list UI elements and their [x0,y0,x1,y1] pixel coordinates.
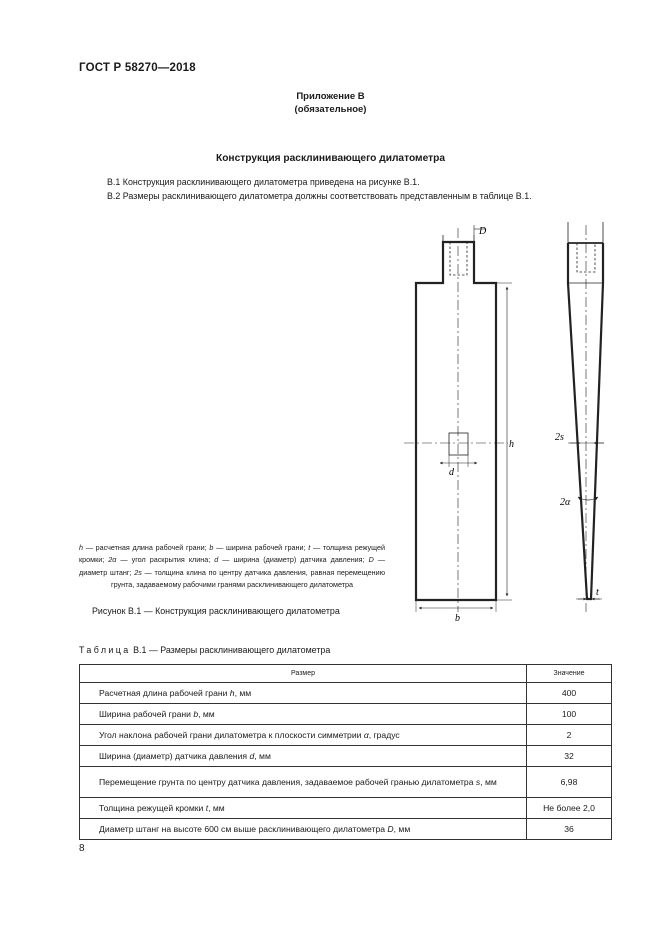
front-view [404,225,512,612]
row-value: 36 [527,819,612,840]
page-number: 8 [79,843,85,854]
table-row [80,746,612,767]
table-row [80,798,612,819]
appendix-title: Приложение В [296,91,365,102]
paragraph-b2: В.2 Размеры расклинивающего дилатометра должны соответствовать представленным в таблице В.1. [107,191,532,201]
section-title: Конструкция расклинивающего дилатометра [215,153,445,164]
table-row [80,704,612,725]
paragraph-b1: В.1 Конструкция расклинивающего дилатометра приведена на рисунке В.1. [107,177,420,187]
side-view [568,222,604,612]
front-outline [416,242,496,600]
table-row [80,683,612,704]
header-value: Значение [527,665,612,683]
table-caption: Таблица В.1 — Размеры расклинивающего дилатометра [79,645,331,655]
dimensions-table [79,664,612,840]
row-value: 2 [527,725,612,746]
label-2alpha: 2α [560,497,571,508]
table-header-row [80,665,612,683]
row-value: Не более 2,0 [527,798,612,819]
row-value: 100 [527,704,612,725]
row-param: Толщина режущей кромки t, мм [80,798,527,819]
table-row [80,725,612,746]
row-param: Перемещение грунта по центру датчика давления, задаваемое рабочей гранью дилатометра s, мм [80,767,527,798]
standard-number: ГОСТ Р 58270—2018 [79,62,196,74]
row-param: Угол наклона рабочей грани дилатометра к плоскости симметрии α, градус [80,725,527,746]
row-value: 32 [527,746,612,767]
figure-legend: h — расчетная длина рабочей грани; b — ширина рабочей грани; t — толщина режущей кромки; 2α — угол раскрытия клина; d — ширина (диаметр) датчика давления; D — диаметр штанг; 2s — толщина клина по центру датчика давления, равная перемещению грунта, задаваемому рабочими гранями расклинивающего дилатометра [79,543,386,589]
row-param: Ширина рабочей грани b, мм [80,704,527,725]
row-value: 400 [527,683,612,704]
wedge-outline [568,243,603,599]
label-h: h [509,439,514,450]
appendix-subtitle: (обязательное) [294,104,367,115]
label-d: d [449,467,454,478]
label-2s: 2s [555,432,564,443]
table-row [80,767,612,798]
header-param: Размер [80,665,527,683]
label-t: t [596,587,599,598]
pressure-sensor [449,433,468,455]
label-b: b [455,613,460,624]
figure-caption: Рисунок В.1 — Конструкция расклинивающего дилатометра [92,606,340,616]
table-row [80,819,612,840]
rod-bore [450,242,467,275]
row-param: Расчетная длина рабочей грани h, мм [80,683,527,704]
row-value: 6,98 [527,767,612,798]
row-param: Диаметр штанг на высоте 600 см выше расклинивающего дилатометра D, мм [80,819,527,840]
row-param: Ширина (диаметр) датчика давления d, мм [80,746,527,767]
label-D: D [479,226,487,237]
